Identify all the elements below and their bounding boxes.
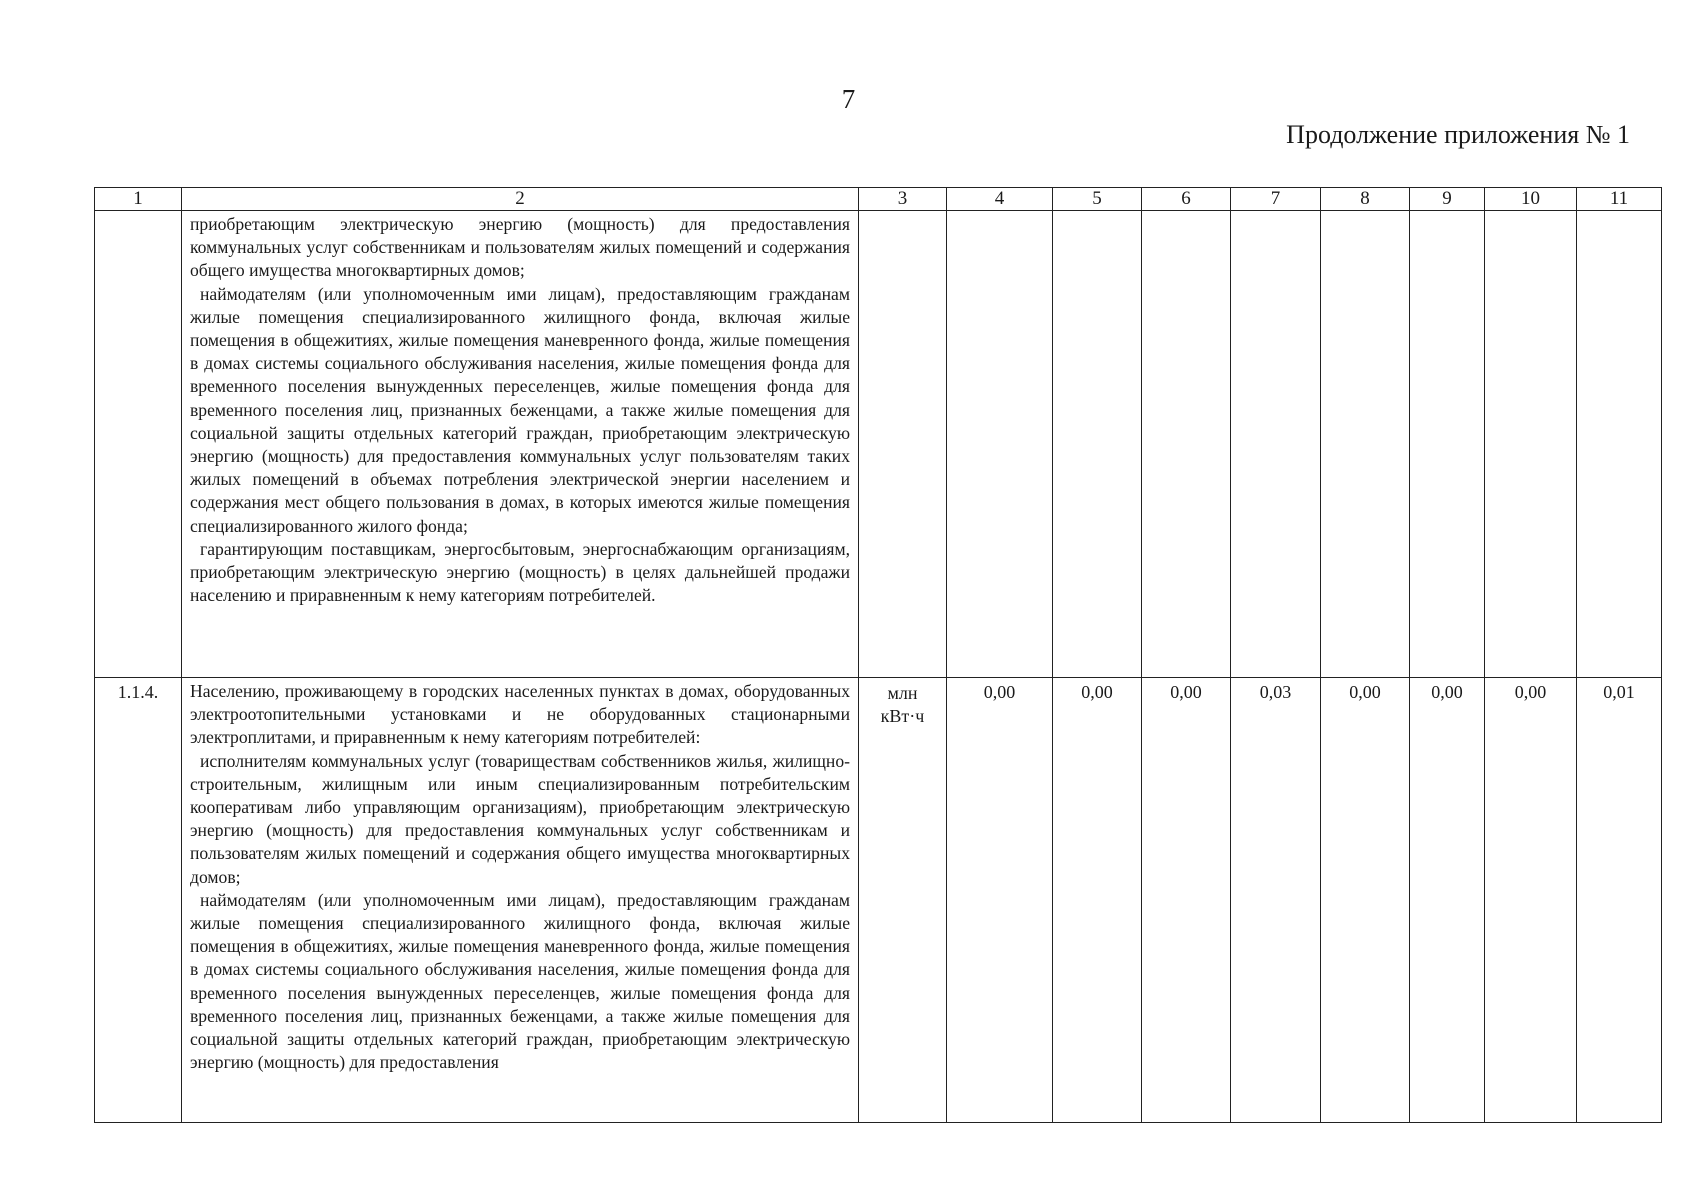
description-paragraph: исполнителям коммунальных услуг (товариществам собственников жилья, жилищно-строительным, жилищным или иным специализированным потребительским кооперативам либо управляющим организациям), приобретающим электрическую энергию (мощность) для предоставления коммунальных услуг собственникам и пользователям жилых помещений и содержания общего имущества многоквартирных домов;	[190, 750, 850, 887]
annex-title: Продолжение приложения № 1	[1286, 120, 1630, 149]
row-description	[182, 211, 859, 678]
table-row	[95, 678, 1662, 1123]
value-cell: 0,00	[1485, 678, 1577, 1123]
column-header: 4	[947, 188, 1053, 211]
row-description	[182, 678, 859, 1123]
row-code	[95, 211, 182, 678]
column-header: 9	[1410, 188, 1485, 211]
value-cell	[1577, 211, 1662, 678]
value-cell: 0,00	[1321, 678, 1410, 1123]
value-cell: 0,00	[1142, 678, 1231, 1123]
data-table	[94, 187, 1662, 1123]
column-header: 1	[95, 188, 182, 211]
column-header: 3	[859, 188, 947, 211]
value-cell: 0,03	[1231, 678, 1321, 1123]
column-header: 7	[1231, 188, 1321, 211]
column-header: 5	[1053, 188, 1142, 211]
value-cell	[1053, 211, 1142, 678]
value-cell	[947, 211, 1053, 678]
value-cell	[1410, 211, 1485, 678]
value-cell	[1142, 211, 1231, 678]
table-row	[95, 211, 1662, 678]
header-row	[95, 188, 1662, 211]
value-cell	[1231, 211, 1321, 678]
description-paragraph: приобретающим электрическую энергию (мощность) для предоставления коммунальных услуг собственникам и пользователям жилых помещений и содержания общего имущества многоквартирных домов;	[190, 214, 850, 281]
row-unit	[859, 211, 947, 678]
column-header: 6	[1142, 188, 1231, 211]
column-header: 11	[1577, 188, 1662, 211]
value-cell: 0,01	[1577, 678, 1662, 1123]
value-cell	[1321, 211, 1410, 678]
value-cell	[1485, 211, 1577, 678]
value-cell: 0,00	[1410, 678, 1485, 1123]
column-header: 8	[1321, 188, 1410, 211]
column-header: 2	[182, 188, 859, 211]
description-paragraph: гарантирующим поставщикам, энергосбытовым, энергоснабжающим организациям, приобретающим электрическую энергию (мощность) в целях дальнейшей продажи населению и приравненным к нему категориям потребителей.	[190, 538, 850, 606]
row-code: 1.1.4.	[95, 678, 182, 1123]
description-paragraph: наймодателям (или уполномоченным ими лицам), предоставляющим гражданам жилые помещения специализированного жилищного фонда, включая жилые помещения в общежитиях, жилые помещения маневренного фонда, жилые помещения в домах системы социального обслуживания населения, жилые помещения фонда для временного поселения вынужденных переселенцев, жилые помещения фонда для временного поселения лиц, признанных беженцами, а также жилые помещения для социальной защиты отдельных категорий граждан, приобретающим электрическую энергию (мощность) для предоставления коммунальных услуг пользователям таких жилых помещений в объемах потребления электрической энергии населением и содержания мест общего пользования в домах, в которых имеются жилые помещения специализированного жилого фонда;	[190, 283, 850, 536]
description-paragraph: наймодателям (или уполномоченным ими лицам), предоставляющим гражданам жилые помещения специализированного жилищного фонда, включая жилые помещения в общежитиях, жилые помещения маневренного фонда, жилые помещения в домах системы социального обслуживания населения, жилые помещения фонда для временного поселения вынужденных переселенцев, жилые помещения фонда для временного поселения лиц, признанных беженцами, а также жилые помещения для социальной защиты отдельных категорий граждан, приобретающим электрическую энергию (мощность) для предоставления	[190, 889, 850, 1073]
unit-line: кВт·ч	[880, 706, 925, 726]
unit-line: млн	[887, 683, 918, 703]
value-cell: 0,00	[1053, 678, 1142, 1123]
description-paragraph: Населению, проживающему в городских населенных пунктах в домах, оборудованных электроотопительными установками и не оборудованных стационарными электроплитами, и приравненным к нему категориям потребителей:	[190, 681, 850, 748]
value-cell: 0,00	[947, 678, 1053, 1123]
row-unit	[859, 678, 947, 1123]
page-number: 7	[841, 84, 856, 114]
column-header: 10	[1485, 188, 1577, 211]
